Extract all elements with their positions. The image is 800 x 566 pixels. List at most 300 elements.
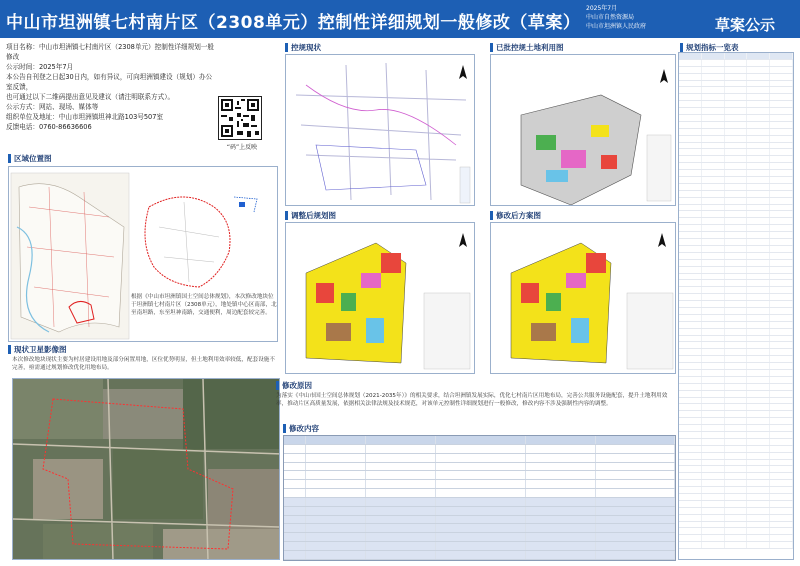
indicator-row <box>679 225 793 232</box>
indicator-cell <box>679 267 702 273</box>
indicator-cell <box>679 528 702 534</box>
indicator-cell <box>679 501 702 507</box>
indicator-cell <box>679 384 702 390</box>
indicator-cell <box>770 191 793 197</box>
indicator-cell <box>702 87 725 93</box>
indicator-row <box>679 260 793 267</box>
indicator-cell <box>702 439 725 445</box>
indicator-cell <box>702 129 725 135</box>
indicator-cell <box>679 205 702 211</box>
indicator-cell <box>725 246 748 252</box>
indicator-cell <box>770 274 793 280</box>
indicator-cell <box>725 294 748 300</box>
change-row <box>284 507 675 516</box>
indicator-cell <box>702 363 725 369</box>
indicator-cell <box>702 225 725 231</box>
indicator-cell <box>702 53 725 59</box>
section-content-label: 修改内容 <box>289 424 319 433</box>
indicator-cell <box>770 163 793 169</box>
indicator-cell <box>747 191 770 197</box>
change-row <box>284 498 675 507</box>
indicator-cell <box>702 528 725 534</box>
indicator-cell <box>725 211 748 217</box>
indicator-cell <box>747 81 770 87</box>
indicator-cell <box>725 301 748 307</box>
change-cell <box>596 454 675 462</box>
indicator-cell <box>747 528 770 534</box>
indicator-cell <box>747 94 770 100</box>
indicator-cell <box>770 425 793 431</box>
notice-info <box>6 42 216 132</box>
indicator-cell <box>747 501 770 507</box>
indicator-cell <box>747 308 770 314</box>
change-cell <box>306 507 366 515</box>
indicator-row <box>679 439 793 446</box>
indicator-cell <box>679 535 702 541</box>
change-cell <box>306 498 366 506</box>
section-status-heading <box>8 344 67 355</box>
notice-time: 公示时间：2025年7月 <box>6 63 74 71</box>
indicator-cell <box>747 205 770 211</box>
indicator-row <box>679 363 793 370</box>
adjusted-plan-drawing <box>286 223 475 374</box>
indicator-cell <box>725 439 748 445</box>
indicator-cell <box>747 460 770 466</box>
section-location-heading <box>8 153 52 164</box>
indicator-cell <box>770 108 793 114</box>
indicator-cell <box>725 356 748 362</box>
section-orig-label: 已批控规土地利用图 <box>496 43 564 52</box>
indicator-cell <box>747 53 770 59</box>
indicator-row <box>679 377 793 384</box>
qr-code[interactable] <box>218 96 262 140</box>
satellite-image <box>13 379 280 560</box>
indicator-cell <box>747 67 770 73</box>
indicator-row <box>679 501 793 508</box>
indicator-row <box>679 101 793 108</box>
change-cell <box>284 454 306 462</box>
indicator-row <box>679 404 793 411</box>
change-cell <box>366 454 436 462</box>
indicator-row <box>679 411 793 418</box>
change-cell <box>366 436 436 444</box>
indicator-cell <box>725 67 748 73</box>
indicator-cell <box>747 363 770 369</box>
indicator-cell <box>725 101 748 107</box>
indicator-cell <box>770 418 793 424</box>
north-arrow-icon <box>456 65 470 83</box>
indicator-cell <box>679 253 702 259</box>
indicator-cell <box>702 349 725 355</box>
indicator-cell <box>702 384 725 390</box>
indicator-cell <box>702 515 725 521</box>
change-row <box>284 436 675 445</box>
change-cell <box>596 507 675 515</box>
indicator-cell <box>679 101 702 107</box>
change-cell <box>306 480 366 488</box>
indicator-cell <box>702 473 725 479</box>
indicator-row <box>679 336 793 343</box>
indicator-cell <box>702 108 725 114</box>
indicator-cell <box>770 101 793 107</box>
indicator-cell <box>725 184 748 190</box>
indicator-cell <box>679 239 702 245</box>
page-title: 中山市坦洲镇七村南片区（2308单元）控制性详细规划一般修改（草案） <box>6 13 581 33</box>
indicator-cell <box>702 115 725 121</box>
indicator-row <box>679 432 793 439</box>
section-current-heading <box>285 42 321 53</box>
indicator-cell <box>679 404 702 410</box>
north-arrow-icon <box>456 233 470 251</box>
indicator-cell <box>702 156 725 162</box>
indicator-cell <box>679 522 702 528</box>
indicator-cell <box>725 487 748 493</box>
indicator-cell <box>770 53 793 59</box>
change-cell <box>526 436 596 444</box>
indicator-row <box>679 156 793 163</box>
indicator-cell <box>679 329 702 335</box>
change-cell <box>436 542 526 550</box>
indicator-cell <box>725 501 748 507</box>
indicator-cell <box>725 129 748 135</box>
indicator-row <box>679 315 793 322</box>
change-cell <box>596 516 675 524</box>
change-cell <box>366 489 436 497</box>
indicator-cell <box>725 370 748 376</box>
indicator-row <box>679 528 793 535</box>
indicator-cell <box>770 136 793 142</box>
change-cell <box>436 524 526 532</box>
indicator-cell <box>725 115 748 121</box>
indicator-cell <box>702 377 725 383</box>
indicator-row <box>679 349 793 356</box>
indicator-row <box>679 74 793 81</box>
indicator-cell <box>725 122 748 128</box>
indicator-cell <box>725 205 748 211</box>
indicator-row <box>679 322 793 329</box>
indicator-cell <box>770 239 793 245</box>
indicator-cell <box>702 267 725 273</box>
indicator-row <box>679 143 793 150</box>
change-cell <box>366 445 436 453</box>
indicator-row <box>679 136 793 143</box>
indicator-cell <box>725 322 748 328</box>
indicator-cell <box>725 425 748 431</box>
indicator-cell <box>702 501 725 507</box>
indicator-cell <box>725 280 748 286</box>
indicator-row <box>679 542 793 549</box>
indicator-cell <box>679 156 702 162</box>
indicator-cell <box>679 425 702 431</box>
change-cell <box>306 454 366 462</box>
change-cell <box>596 445 675 453</box>
indicator-table <box>678 52 794 560</box>
indicator-row <box>679 163 793 170</box>
indicator-cell <box>702 274 725 280</box>
indicator-row <box>679 329 793 336</box>
change-cell <box>284 463 306 471</box>
indicator-cell <box>747 149 770 155</box>
indicator-cell <box>747 232 770 238</box>
indicator-cell <box>679 280 702 286</box>
section-status-label: 现状卫星影像图 <box>14 345 67 354</box>
indicator-cell <box>725 480 748 486</box>
indicator-row <box>679 246 793 253</box>
indicator-cell <box>702 94 725 100</box>
change-row <box>284 454 675 463</box>
indicator-cell <box>770 522 793 528</box>
indicator-cell <box>702 81 725 87</box>
change-cell <box>366 551 436 559</box>
indicator-cell <box>679 225 702 231</box>
indicator-cell <box>702 418 725 424</box>
section-after-heading <box>490 210 541 221</box>
change-cell <box>526 489 596 497</box>
change-cell <box>526 471 596 479</box>
indicator-cell <box>747 156 770 162</box>
indicator-cell <box>747 294 770 300</box>
indicator-cell <box>679 211 702 217</box>
indicator-cell <box>725 522 748 528</box>
indicator-cell <box>747 87 770 93</box>
indicator-cell <box>725 460 748 466</box>
indicator-cell <box>702 336 725 342</box>
indicator-cell <box>747 473 770 479</box>
change-cell <box>526 498 596 506</box>
indicator-cell <box>679 115 702 121</box>
indicator-cell <box>747 418 770 424</box>
indicator-row <box>679 535 793 542</box>
indicator-cell <box>725 528 748 534</box>
notice-phone: 反馈电话：0760-86636606 <box>6 123 92 131</box>
indicator-cell <box>770 363 793 369</box>
indicator-row <box>679 218 793 225</box>
indicator-cell <box>679 466 702 472</box>
change-cell <box>526 507 596 515</box>
indicator-cell <box>770 156 793 162</box>
change-cell <box>284 533 306 541</box>
indicator-cell <box>679 301 702 307</box>
change-content-table <box>283 435 676 561</box>
indicator-cell <box>725 81 748 87</box>
indicator-cell <box>747 136 770 142</box>
change-cell <box>436 480 526 488</box>
indicator-cell <box>679 473 702 479</box>
indicator-cell <box>770 301 793 307</box>
indicator-cell <box>725 191 748 197</box>
indicator-cell <box>725 404 748 410</box>
indicator-cell <box>725 198 748 204</box>
indicator-cell <box>702 432 725 438</box>
indicator-cell <box>725 74 748 80</box>
indicator-cell <box>747 122 770 128</box>
indicator-cell <box>770 411 793 417</box>
indicator-cell <box>770 87 793 93</box>
indicator-cell <box>679 480 702 486</box>
indicator-cell <box>770 211 793 217</box>
change-cell <box>366 524 436 532</box>
indicator-row <box>679 515 793 522</box>
indicator-row <box>679 108 793 115</box>
indicator-cell <box>747 274 770 280</box>
indicator-row <box>679 267 793 274</box>
change-cell <box>284 471 306 479</box>
indicator-cell <box>770 205 793 211</box>
indicator-cell <box>702 522 725 528</box>
indicator-cell <box>679 177 702 183</box>
indicator-cell <box>725 342 748 348</box>
indicator-cell <box>770 453 793 459</box>
status-description: 本次修改地块现状主要为村居建设用地及部分闲置用地，区位优势明显，但土地利用效率较低，配套设施不完善，亟需通过规划修改优化用地布局。 <box>12 357 275 371</box>
indicator-cell <box>702 370 725 376</box>
indicator-cell <box>679 377 702 383</box>
indicator-cell <box>770 377 793 383</box>
indicator-cell <box>679 53 702 59</box>
indicator-cell <box>770 528 793 534</box>
indicator-cell <box>770 81 793 87</box>
indicator-cell <box>770 287 793 293</box>
indicator-cell <box>702 74 725 80</box>
indicator-cell <box>679 294 702 300</box>
indicator-row <box>679 170 793 177</box>
indicator-cell <box>679 515 702 521</box>
indicator-cell <box>725 170 748 176</box>
indicator-cell <box>770 329 793 335</box>
change-cell <box>306 436 366 444</box>
indicator-cell <box>747 225 770 231</box>
indicator-cell <box>725 287 748 293</box>
change-cell <box>436 533 526 541</box>
indicator-cell <box>702 308 725 314</box>
indicator-cell <box>747 508 770 514</box>
indicator-cell <box>679 308 702 314</box>
section-reason-heading <box>276 380 312 391</box>
indicator-cell <box>747 391 770 397</box>
indicator-row <box>679 191 793 198</box>
change-cell <box>366 471 436 479</box>
section-current-label: 控规现状 <box>291 43 321 52</box>
indicator-row <box>679 211 793 218</box>
indicator-cell <box>747 177 770 183</box>
change-cell <box>284 524 306 532</box>
indicator-row <box>679 60 793 67</box>
indicator-row <box>679 232 793 239</box>
indicator-cell <box>702 494 725 500</box>
indicator-cell <box>770 294 793 300</box>
indicator-cell <box>702 342 725 348</box>
indicator-cell <box>702 136 725 142</box>
indicator-cell <box>725 391 748 397</box>
indicator-cell <box>702 322 725 328</box>
indicator-cell <box>747 370 770 376</box>
indicator-cell <box>702 191 725 197</box>
indicator-row <box>679 494 793 501</box>
indicator-cell <box>679 184 702 190</box>
indicator-cell <box>725 542 748 548</box>
satellite-image-panel <box>12 378 280 560</box>
indicator-cell <box>725 446 748 452</box>
change-row <box>284 524 675 533</box>
indicator-cell <box>702 198 725 204</box>
change-cell <box>306 542 366 550</box>
indicator-cell <box>725 232 748 238</box>
indicator-cell <box>725 267 748 273</box>
indicator-row <box>679 370 793 377</box>
change-row <box>284 551 675 560</box>
indicator-cell <box>770 184 793 190</box>
indicator-cell <box>702 211 725 217</box>
indicator-cell <box>725 308 748 314</box>
indicator-row <box>679 480 793 487</box>
indicator-cell <box>747 398 770 404</box>
indicator-cell <box>679 508 702 514</box>
indicator-cell <box>770 143 793 149</box>
indicator-cell <box>770 404 793 410</box>
indicator-cell <box>770 508 793 514</box>
indicator-cell <box>747 342 770 348</box>
section-indicator-label: 规划指标一览表 <box>686 43 739 52</box>
indicator-row <box>679 342 793 349</box>
indicator-cell <box>770 308 793 314</box>
change-cell <box>284 489 306 497</box>
indicator-cell <box>747 143 770 149</box>
indicator-cell <box>770 322 793 328</box>
indicator-cell <box>679 60 702 66</box>
indicator-cell <box>770 494 793 500</box>
change-cell <box>596 498 675 506</box>
indicator-cell <box>679 129 702 135</box>
change-cell <box>306 533 366 541</box>
section-after-label: 修改后方案图 <box>496 211 541 220</box>
indicator-row <box>679 274 793 281</box>
indicator-cell <box>679 287 702 293</box>
change-cell <box>366 480 436 488</box>
indicator-cell <box>725 177 748 183</box>
north-arrow-icon <box>657 69 671 87</box>
indicator-row <box>679 239 793 246</box>
indicator-cell <box>725 515 748 521</box>
indicator-cell <box>725 143 748 149</box>
change-cell <box>366 516 436 524</box>
indicator-cell <box>702 280 725 286</box>
indicator-cell <box>747 411 770 417</box>
indicator-cell <box>770 232 793 238</box>
change-cell <box>306 516 366 524</box>
indicator-cell <box>747 515 770 521</box>
indicator-cell <box>702 177 725 183</box>
indicator-row <box>679 384 793 391</box>
change-cell <box>596 542 675 550</box>
change-cell <box>596 489 675 497</box>
change-cell <box>366 498 436 506</box>
indicator-cell <box>702 218 725 224</box>
notice-methods: 公示方式：网站、现场、媒体等 <box>6 103 99 111</box>
indicator-cell <box>770 129 793 135</box>
indicator-cell <box>679 460 702 466</box>
change-cell <box>526 445 596 453</box>
indicator-row <box>679 522 793 529</box>
indicator-row <box>679 398 793 405</box>
indicator-cell <box>702 329 725 335</box>
indicator-cell <box>747 322 770 328</box>
indicator-cell <box>747 101 770 107</box>
indicator-cell <box>747 453 770 459</box>
indicator-row <box>679 122 793 129</box>
change-cell <box>306 445 366 453</box>
indicator-cell <box>747 74 770 80</box>
indicator-cell <box>725 363 748 369</box>
indicator-cell <box>747 246 770 252</box>
